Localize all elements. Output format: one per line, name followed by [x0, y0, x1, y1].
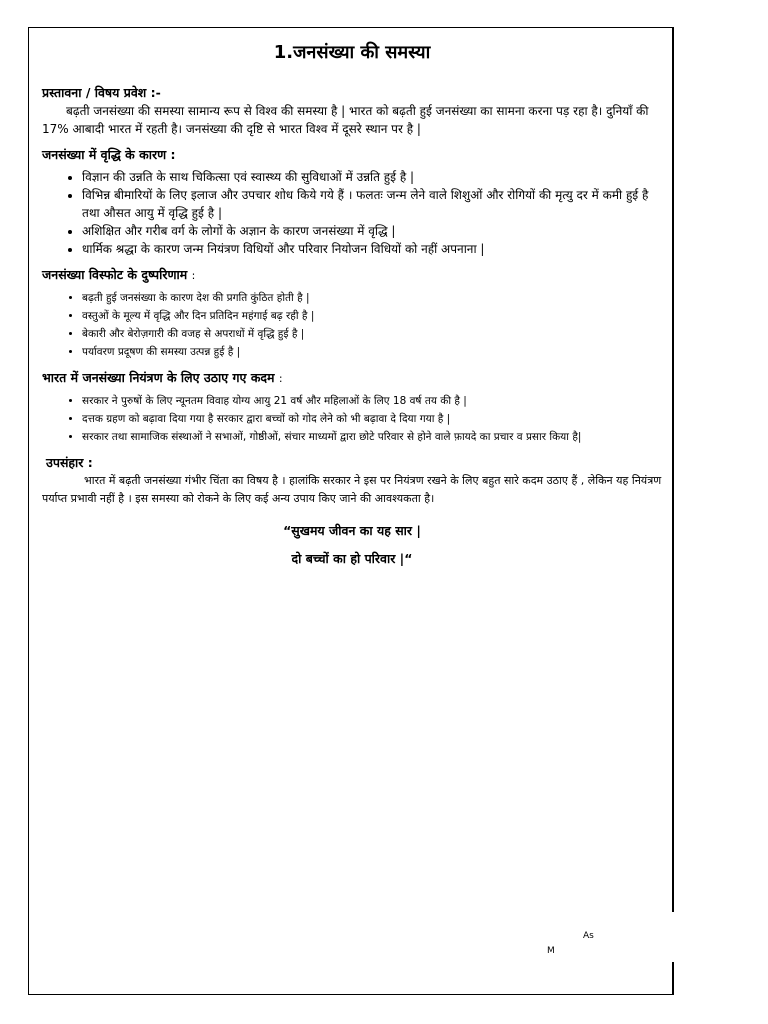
intro-text: बढ़ती जनसंख्या की समस्या सामान्य रूप से विश्व की समस्या है | भारत को बढ़ती हुई जनसंख्या का सामना करना पड़ रहा है। दुनियाँ की 17% आबादी भारत में रहती है। जनसंख्या की दृष्टि से भारत विश्व में दूसरे स्थान पर है |: [42, 104, 649, 136]
list-item: • बढ़ती हुई जनसंख्या के कारण देश की प्रगति कुंठित होती है |: [82, 289, 662, 307]
page-border-right-lower: [672, 962, 674, 994]
essay-title: 1.जनसंख्या की समस्या: [273, 42, 431, 63]
measures-list: [42, 392, 662, 446]
effects-heading: [42, 266, 662, 285]
list-item: • दत्तक ग्रहण को बढ़ावा दिया गया है सरकार द्वारा बच्चों को गोद लेने को भी बढ़ावा दे दिया गया है |: [82, 410, 662, 428]
list-item: • सरकार तथा सामाजिक संस्थाओं ने सभाओं, गोष्ठीओं, संचार माध्यमों द्वारा छोटे परिवार से होने वाले फ़ायदे का प्रचार व प्रसार किया है|: [82, 428, 662, 446]
causes-list: [42, 168, 662, 258]
intro-heading: प्रस्तावना / विषय प्रवेश :-: [42, 85, 161, 100]
list-item: • धार्मिक श्रद्धा के कारण जन्म नियंत्रण विधियों और परिवार नियोजन विधियों को नहीं अपनाना |: [82, 240, 662, 258]
signature-fragment-2: M: [547, 946, 555, 956]
list-item: • सरकार ने पुरुषों के लिए न्यूनतम विवाह योग्य आयु 21 वर्ष और महिलाओं के लिए 18 वर्ष तय की है |: [82, 392, 662, 410]
list-item: • विज्ञान की उन्नति के साथ चिकित्सा एवं स्वास्थ्य की सुविधाओं में उन्नति हुई है |: [82, 168, 662, 186]
list-item: • अशिक्षित और गरीब वर्ग के लोगों के अज्ञान के कारण जनसंख्या में वृद्धि |: [82, 222, 662, 240]
essay-content: [42, 40, 662, 568]
causes-heading: जनसंख्या में वृद्धि के कारण :: [42, 147, 176, 162]
conclusion-heading: उपसंहार :: [46, 455, 93, 470]
page-border-right: [672, 27, 674, 912]
list-item: • वस्तुओं के मूल्य में वृद्धि और दिन प्रतिदिन महंगाई बढ़ रही है |: [82, 307, 662, 325]
effects-heading-text: जनसंख्या विस्फोट के दुष्परिणाम: [42, 267, 188, 282]
conclusion-text: भारत में बढ़ती जनसंख्या गंभीर चिंता का विषय है । हालांकि सरकार ने इस पर नियंत्रण रखने के लिए बहुत सारे कदम उठाए हैं , लेकिन यह नियंत्रण पर्याप्त प्रभावी नहीं है । इस समस्या को रोकने के लिए कई अन्य उपाय किए जाने की आवश्यकता है।: [42, 474, 662, 505]
measures-heading: [42, 369, 662, 388]
signature-fragment-1: As: [583, 931, 594, 941]
effects-list: [42, 289, 662, 361]
list-item: • पर्यावरण प्रदूषण की समस्या उत्पन्न हुई है |: [82, 343, 662, 361]
list-item: • बेकारी और बेरोज़गारी की वजह से अपराधों में वृद्धि हुई है |: [82, 325, 662, 343]
effects-heading-colon: :: [191, 269, 196, 282]
measures-heading-colon: :: [278, 372, 283, 385]
slogan-line-1: “सुखमय जीवन का यह सार |: [283, 523, 421, 538]
measures-heading-text: भारत में जनसंख्या नियंत्रण के लिए उठाए गए कदम: [42, 370, 275, 385]
slogan-line-2: दो बच्चों का हो परिवार |“: [291, 551, 413, 566]
list-item: • विभिन्न बीमारियों के लिए इलाज और उपचार शोध किये गये हैं । फलतः जन्म लेने वाले शिशुओं और रोगियों की मृत्यु दर में कमी हुई है तथा औसत आयु में वृद्धि हुई है |: [82, 186, 662, 222]
